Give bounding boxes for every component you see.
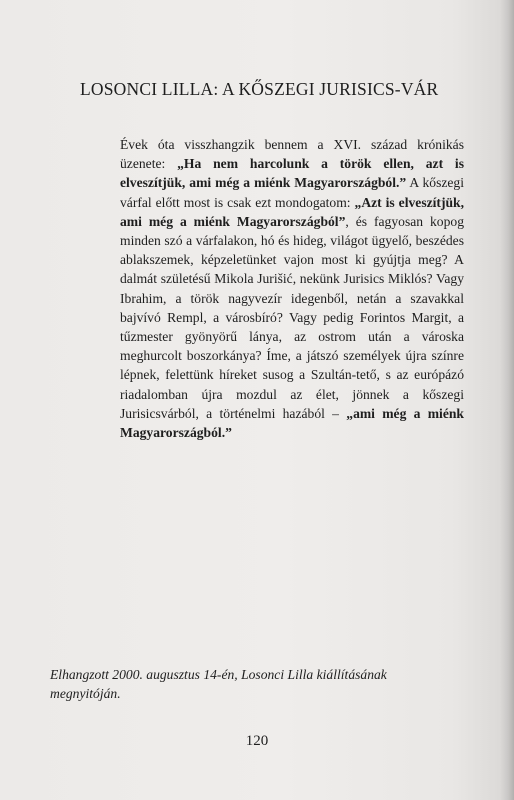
- body-quote-3: „ami még a miénk Magyarországból.”: [120, 405, 464, 441]
- body-text-1: Évek óta visszhangzik bennem a XVI. század krónikás üzenete:: [120, 137, 464, 172]
- page-fold-shadow: [500, 0, 514, 800]
- speech-note: Elhangzott 2000. augusztus 14-én, Losonci Lilla kiállításának megnyitóján.: [50, 667, 387, 702]
- body-paragraph: [120, 135, 464, 442]
- page-number: 120: [245, 733, 269, 749]
- body-text-3: , és fagyosan kopog minden szó a várfalakon, hó és hideg, világot ügyelő, beszédes ablakszemek, képzeletünket vajon most ki gyújtja meg? A dalmát születésű Mikola Jurišić, nekünk Jurisics Miklós? Vagy Ibrahim, a török nagyvezír idegenből, netán a szavakkal bajvívó Rempl, a városbíró? Vagy pedig Forintos Margit, a tűzmester gyönyörű lánya, az ostrom után a városka meghurcolt boszorkánya? Íme, a játszó személyek újra színre lépnek, felettünk híreket susog a Szultán-tető, s az európázó riadalomban újra mozdul az élet, jönnek a kőszegi Jurisicsvárból, a történelmi hazából –: [120, 213, 464, 421]
- body-quote-2: „Azt is elveszítjük, ami még a miénk Magyarországból”: [120, 194, 464, 229]
- body-quote-1: „Ha nem harcolunk a török ellen, azt is elveszítjük, ami még a miénk Magyarországból.”: [120, 156, 464, 191]
- chapter-title: LOSONCI LILLA: A KŐSZEGI JURISICS-VÁR: [80, 79, 439, 99]
- body-text-2: A kőszegi várfal előtt most is csak ezt mondogatom:: [120, 175, 465, 210]
